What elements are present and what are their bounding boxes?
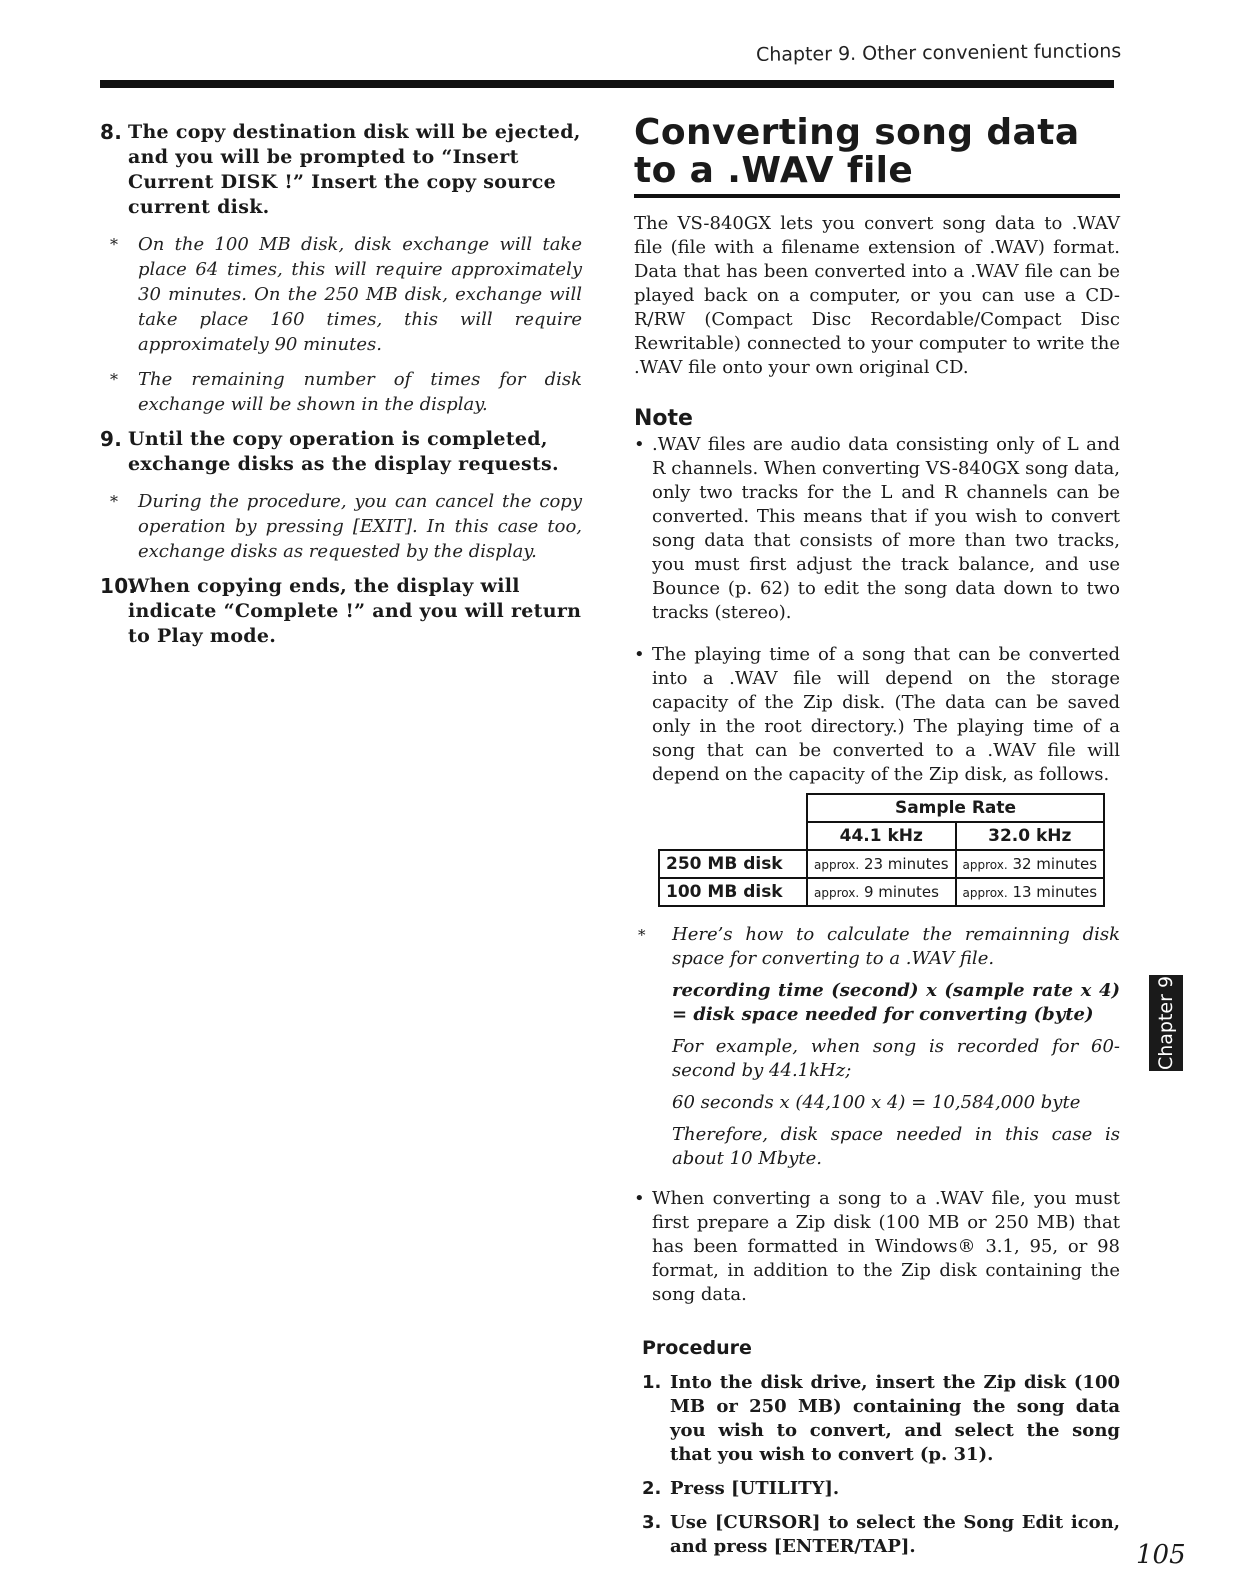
step-number: 1. — [642, 1372, 662, 1393]
table-row — [659, 878, 1104, 906]
bullet-text: When converting a song to a .WAV file, you must first prepare a Zip disk (100 MB or 250 MB) that has been formatted in Windows® 3.1, 95, or 98 format, in addition to the Zip disk containing the song data. — [652, 1188, 1120, 1305]
procedure-step — [642, 1511, 1120, 1559]
bullet-text: .WAV files are audio data consisting only of L and R channels. When converting VS-840GX song data, only two tracks for the L and R channels can be converted. This means that if you wish to convert song data that consists of more than two tracks, you must first adjust the track balance, and use Bounce (p. 62) to edit the song data down to two tracks (stereo). — [652, 434, 1120, 623]
step-text: Use [CURSOR] to select the Song Edit icon, and press [ENTER/TAP]. — [670, 1512, 1120, 1557]
step-8 — [100, 120, 582, 220]
step-9 — [100, 427, 582, 477]
table-cell: approx. 9 minutes — [807, 878, 956, 906]
calc-conclusion: Therefore, disk space needed in this case is about 10 Mbyte. — [672, 1124, 1120, 1169]
table-group-header: Sample Rate — [807, 794, 1104, 822]
step-number: 10. — [100, 574, 137, 598]
note-text: The remaining number of times for disk exchange will be shown in the display. — [138, 369, 582, 415]
running-header: Chapter 9. Other convenient functions — [755, 40, 1122, 66]
bullet-item — [634, 433, 1120, 625]
procedure-step — [642, 1477, 1120, 1501]
calc-example: For example, when song is recorded for 60-second by 44.1kHz; — [672, 1036, 1120, 1081]
note-8b — [102, 367, 582, 417]
row-header: 250 MB disk — [659, 850, 807, 878]
step-text: Press [UTILITY]. — [670, 1478, 840, 1499]
asterisk-icon: * — [110, 235, 118, 254]
note-8a — [102, 232, 582, 357]
right-column — [634, 114, 1120, 1569]
calc-line: 60 seconds x (44,100 x 4) = 10,584,000 byte — [672, 1092, 1081, 1113]
step-text: Until the copy operation is completed, exchange disks as the display requests. — [128, 428, 559, 475]
bullet-icon: • — [634, 1188, 645, 1209]
asterisk-icon: * — [638, 926, 646, 944]
left-column — [100, 120, 582, 661]
step-10 — [100, 574, 582, 649]
column-header: 32.0 kHz — [956, 822, 1105, 850]
step-text: When copying ends, the display will indicate “Complete !” and you will return to Play mode. — [128, 575, 582, 647]
table-row — [659, 850, 1104, 878]
row-header: 100 MB disk — [659, 878, 807, 906]
header-rule — [100, 80, 1114, 88]
step-number: 3. — [642, 1512, 662, 1533]
calc-intro: Here’s how to calculate the remainning disk space for converting to a .WAV file. — [672, 924, 1120, 969]
note-text: During the procedure, you can cancel the copy operation by pressing [EXIT]. In this case too, exchange disks as requested by the display. — [138, 491, 582, 562]
asterisk-icon: * — [110, 370, 118, 389]
note-heading: Note — [634, 406, 693, 431]
section-title: Converting song data to a .WAV file — [634, 114, 1120, 198]
step-text: The copy destination disk will be ejected, and you will be prompted to “Insert Current DISK !” Insert the copy source current disk. — [128, 121, 581, 218]
calc-formula: recording time (second) x (sample rate x 4) = disk space needed for converting (byte) — [672, 980, 1120, 1025]
column-header: 44.1 kHz — [807, 822, 956, 850]
bullet-item — [634, 643, 1120, 787]
table-cell: approx. 13 minutes — [956, 878, 1105, 906]
table-cell: approx. 32 minutes — [956, 850, 1105, 878]
page-number: 105 — [1136, 1540, 1186, 1570]
chapter-tab — [1149, 975, 1183, 1071]
step-text: Into the disk drive, insert the Zip disk (100 MB or 250 MB) containing the song data you wish to convert, and select the song that you wish to convert (p. 31). — [670, 1372, 1120, 1465]
step-number: 8. — [100, 120, 123, 144]
bullet-icon: • — [634, 434, 645, 455]
step-number: 2. — [642, 1478, 662, 1499]
bullet-text: The playing time of a song that can be converted into a .WAV file will depend on the storage capacity of the Zip disk. (The data can be saved only in the root directory.) The playing time of a song that can be converted to a .WAV file will depend on the capacity of the Zip disk, as follows. — [652, 644, 1120, 785]
bullet-icon: • — [634, 644, 645, 665]
chapter-tab-label: Chapter 9 — [1155, 975, 1177, 1071]
calculation-note — [634, 923, 1120, 1171]
bullet-item — [634, 1187, 1120, 1307]
note-text: On the 100 MB disk, disk exchange will take place 64 times, this will require approximately 30 minutes. On the 250 MB disk, exchange will take place 160 times, this will require approximately 90 minutes. — [138, 234, 582, 355]
step-number: 9. — [100, 427, 123, 451]
procedure-step — [642, 1371, 1120, 1467]
sample-rate-table — [658, 793, 1105, 907]
intro-paragraph: The VS-840GX lets you convert song data to .WAV file (file with a filename extension of .WAV) format. Data that has been converted into a .WAV file can be played back on a computer, or you can use a CD-R/RW (Compact Disc Recordable/Compact Disc Rewritable) connected to your computer to write the .WAV file onto your own original CD. — [634, 213, 1120, 378]
table-cell: approx. 23 minutes — [807, 850, 956, 878]
procedure-heading: Procedure — [642, 1337, 752, 1359]
note-9 — [102, 489, 582, 564]
asterisk-icon: * — [110, 492, 118, 511]
